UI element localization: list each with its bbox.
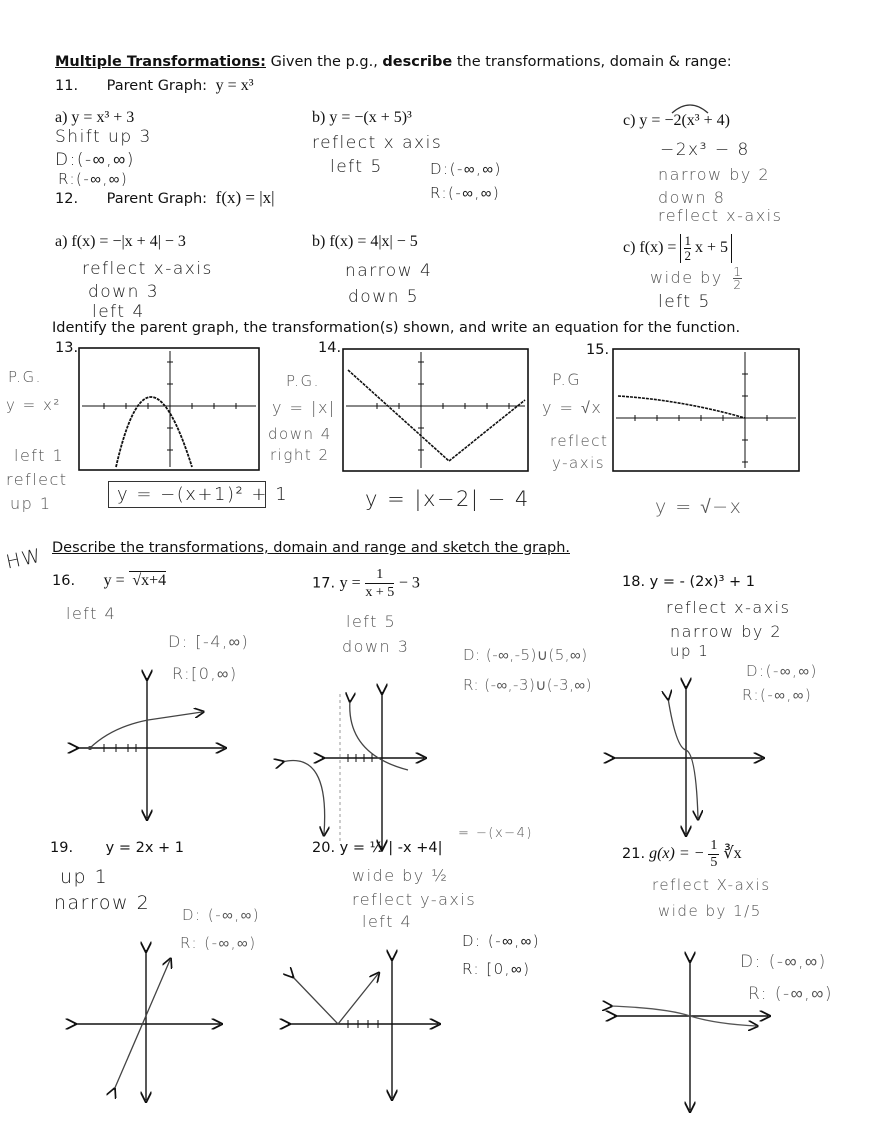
problem-11a-equation: a) y = x³ + 3: [55, 109, 135, 126]
note-11b-range: R:(-∞,∞): [430, 184, 501, 202]
note-11c-2: narrow by 2: [658, 165, 771, 184]
pg-14-label: P.G.: [286, 372, 320, 390]
problem-16-label: 16. y = √x+4: [52, 572, 167, 589]
problem-14-number: 14.: [318, 340, 342, 356]
note-20-3: left 4: [362, 912, 413, 931]
note-17-range: R: (-∞,-3)∪(-3,∞): [463, 676, 592, 694]
note-21-range: R: (-∞,∞): [748, 984, 833, 1004]
note-16-range: R:[0,∞): [172, 664, 238, 683]
problem-17-label: 17. y = $\frac{1}{x + 5}$ − 3: [312, 567, 420, 600]
problem-15-number: 15.: [586, 342, 610, 358]
note-20-2: reflect y-axis: [352, 890, 477, 909]
hw-instruction: Describe the transformations, domain and range and sketch the graph.: [52, 540, 570, 556]
note-20-range: R: [0,∞): [462, 960, 531, 978]
answer-15: y = √−x: [655, 496, 743, 518]
note-11c-3: down 8: [658, 188, 726, 207]
note-13-2: reflect: [6, 470, 68, 489]
section-title: Multiple Transformations:: [55, 54, 266, 70]
pg-15-label: P.G: [552, 370, 582, 389]
note-17-domain: D: (-∞,-5)∪(5,∞): [463, 646, 588, 664]
distribute-arc-mark: [670, 101, 710, 115]
note-12b-1: narrow 4: [345, 261, 433, 281]
answer-13-box: y = −(x+1)² + 1: [108, 481, 266, 508]
note-14-2: right 2: [270, 446, 330, 464]
note-17-1: left 5: [346, 612, 397, 631]
note-21-1: reflect X-axis: [652, 876, 771, 894]
problem-18-label: 18. y = - (2x)³ + 1: [622, 574, 755, 590]
problem-11c-equation: c) y = −2(x³ + 4): [623, 112, 730, 129]
graph-15: [612, 348, 800, 472]
problem-12a-equation: a) f(x) = −|x + 4| − 3: [55, 233, 186, 250]
answer-14: y = |x−2| − 4: [365, 487, 530, 511]
note-21-domain: D: (-∞,∞): [740, 952, 827, 972]
pg-14-equation: y = |x|: [272, 398, 336, 417]
note-20-1: wide by ½: [352, 866, 449, 885]
note-19-2: narrow 2: [54, 892, 151, 914]
pg-13-label: P.G.: [8, 368, 42, 386]
problem-21-label: 21. g(x) = − $\frac{1}{5}$ ∛x: [622, 838, 742, 870]
hw-tag: HW: [4, 544, 44, 574]
problem-11b-equation: b) y = −(x + 5)³: [312, 109, 412, 126]
note-14-1: down 4: [268, 425, 332, 443]
note-11a-range: R:(-∞,∞): [58, 170, 129, 188]
pg-13-equation: y = x²: [6, 396, 61, 414]
problem-13-number: 13.: [55, 340, 79, 356]
note-18-range: R:(-∞,∞): [742, 686, 813, 704]
problem-12c-equation: c) f(x) = $\frac{1}{2}$ x + 5: [623, 234, 732, 263]
graph-18-sketch: [606, 678, 766, 838]
note-11b-1: reflect x axis: [312, 133, 443, 153]
note-15-1: reflect: [550, 432, 609, 450]
note-18-3: up 1: [670, 642, 710, 660]
note-13-1: left 1: [14, 446, 65, 465]
note-18-domain: D:(-∞,∞): [746, 662, 818, 680]
graph-19-sketch: [70, 944, 230, 1104]
graph-16-sketch: [72, 672, 232, 822]
note-11c-1: −2x³ − 8: [660, 140, 750, 160]
graph-21-sketch: [606, 954, 776, 1114]
note-16-1: left 4: [66, 604, 117, 623]
problem-20-label: 20. y = ½ | -x +4|: [312, 840, 443, 856]
note-12c-2: left 5: [658, 292, 711, 312]
header-instruction: Multiple Transformations: Given the p.g., describe the transformations, domain & range:: [55, 54, 732, 70]
note-20-aside: = −(x−4): [458, 826, 533, 841]
note-19-range: R: (-∞,∞): [180, 934, 257, 952]
note-18-2: narrow by 2: [670, 622, 783, 641]
note-11b-domain: D:(-∞,∞): [430, 160, 502, 178]
note-13-3: up 1: [10, 494, 52, 513]
note-21-2: wide by 1/5: [658, 902, 762, 920]
note-11a-1: Shift up 3: [55, 127, 152, 147]
problem-12-label: 12. Parent Graph: f(x) = |x|: [55, 188, 275, 207]
note-12a-2: down 3: [88, 282, 160, 302]
note-18-1: reflect x-axis: [666, 598, 791, 617]
note-20-domain: D: (-∞,∞): [462, 932, 541, 950]
graph-17-sketch: [278, 684, 428, 854]
problem-11-label: 11. Parent Graph: y = x³: [55, 77, 254, 94]
note-17-2: down 3: [342, 637, 410, 656]
note-12a-1: reflect x-axis: [82, 259, 213, 279]
note-19-domain: D: (-∞,∞): [182, 906, 261, 924]
note-12a-3: left 4: [92, 302, 145, 322]
note-11c-4: reflect x-axis: [658, 206, 783, 225]
graph-13: [78, 347, 260, 471]
note-19-1: up 1: [60, 866, 109, 888]
graph-20-sketch: [282, 952, 442, 1102]
problem-19-label: 19. y = 2x + 1: [50, 840, 185, 856]
pg-15-equation: y = √x: [542, 398, 603, 417]
note-12b-2: down 5: [348, 287, 420, 307]
note-12c-1: wide by $\frac{1}{2}$: [650, 265, 743, 292]
problem-12b-equation: b) f(x) = 4|x| − 5: [312, 233, 418, 250]
note-15-2: y-axis: [552, 454, 606, 472]
identify-instruction: Identify the parent graph, the transformation(s) shown, and write an equation for the function.: [52, 320, 741, 336]
note-11a-domain: D:(-∞,∞): [55, 150, 135, 170]
graph-14: [342, 348, 529, 472]
note-11b-2: left 5: [330, 157, 383, 177]
note-16-domain: D: [-4,∞): [168, 632, 250, 651]
